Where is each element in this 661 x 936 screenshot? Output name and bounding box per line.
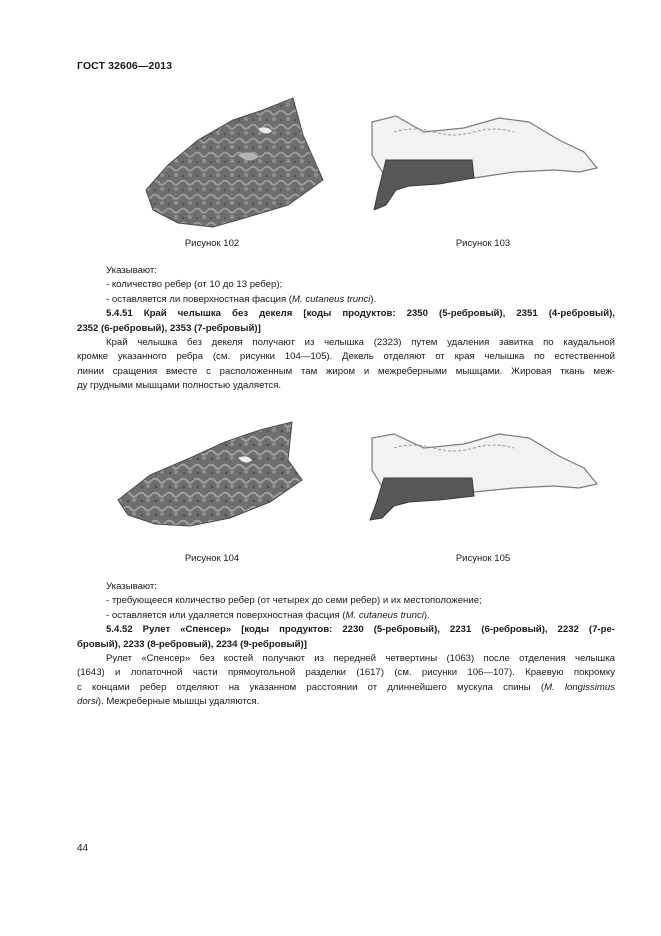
figure-105-image [354, 428, 604, 528]
figure-102-caption: Рисунок 102 [184, 238, 240, 249]
figure-102-image [138, 95, 328, 235]
list-item: - оставляется ли поверхностная фасция (M. cutaneus trunci). [106, 293, 377, 305]
section-heading-5452: 5.4.52 Рулет «Спенсер» [коды продуктов: 2230 (5-ребровый), 2231 (6-ребровый), 2232 (7-ре- [106, 624, 615, 636]
document-header: ГОСТ 32606—2013 [77, 60, 173, 72]
list-item: - оставляется или удаляется поверхностная фасция (M. cutaneus trunci). [106, 609, 430, 621]
indicate-label-2: Указывают: [106, 581, 157, 592]
figure-103-image [354, 110, 604, 210]
section-heading-5451-cont: 2352 (6-ребровый), 2353 (7-ребровый)] [77, 322, 261, 334]
figure-104-caption: Рисунок 104 [184, 553, 240, 564]
paragraph-line: кромке указанного ребра (см. рисунки 104—105). Декель отделяют от края челышка по естественной [77, 351, 615, 363]
section-heading-5452-cont: бровый), 2233 (8-ребровый), 2234 (9-ребровый)] [77, 638, 307, 650]
paragraph-line: Рулет «Спенсер» без костей получают из передней четвертины (1063) после отделения челышка [106, 653, 615, 665]
paragraph-line: линии сращения вместе с расположенным там жиром и межреберными мышцами. Жировая ткань меж- [77, 365, 615, 377]
paragraph-line: dorsi). Межреберные мышцы удаляются. [77, 696, 260, 708]
figure-104-image [110, 420, 310, 540]
section-1 [77, 264, 615, 394]
indicate-label-1: Указывают: [106, 265, 157, 276]
figure-103-caption: Рисунок 103 [455, 238, 511, 249]
figure-105-caption: Рисунок 105 [455, 553, 511, 564]
paragraph-line: ду грудными мышцами полностью удаляется. [77, 380, 282, 392]
list-item: - количество ребер (от 10 до 13 ребер); [106, 279, 283, 291]
paragraph-line: Край челышка без декеля получают из челышка (2323) путем удаления завитка по каудальной [106, 337, 615, 349]
paragraph-line: с концами ребер отделяют на указанном расстоянии от длиннейшего мускула спины (M. longissimus [77, 681, 615, 693]
list-item: - требующееся количество ребер (от четырех до семи ребер) и их местоположение; [106, 595, 482, 607]
section-2 [77, 580, 615, 710]
section-heading-5451: 5.4.51 Край челышка без декеля [коды продуктов: 2350 (5-ребровый), 2351 (4-ребровый), [106, 308, 615, 320]
paragraph-line: (1643) и лопаточной части прямоугольной разделки (1617) (см. рисунки 106—107). Краевую покромку [77, 667, 615, 679]
page-number: 44 [77, 843, 89, 854]
